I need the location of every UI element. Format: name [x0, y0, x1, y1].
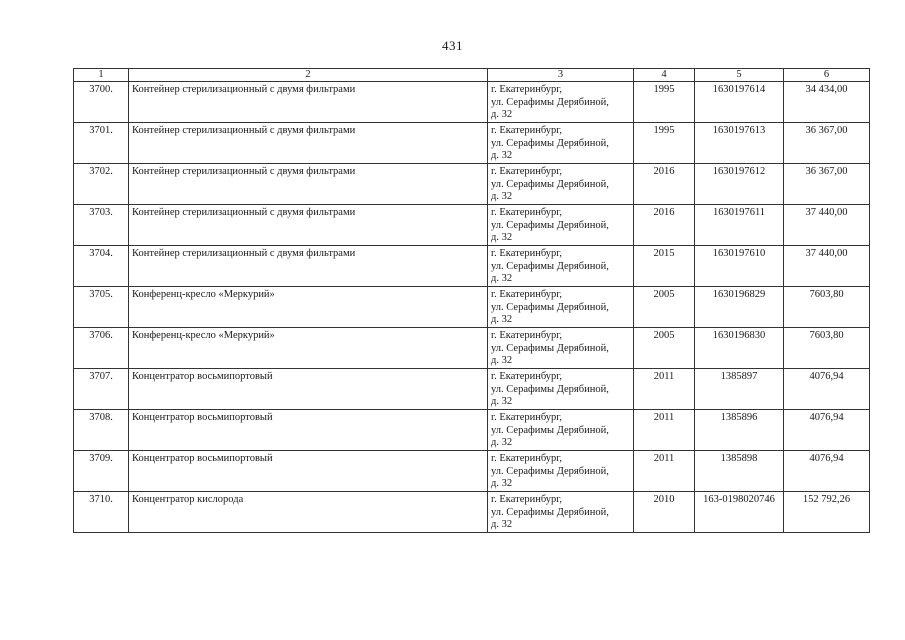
table-row: [74, 205, 870, 246]
inventory-number-cell: 1630197613: [695, 123, 784, 164]
address-cell: г. Екатеринбург, ул. Серафимы Дерябиной, д. 32: [488, 164, 634, 205]
address-cell: г. Екатеринбург, ул. Серафимы Дерябиной, д. 32: [488, 205, 634, 246]
year-cell: 2005: [634, 328, 695, 369]
row-number-cell: 3700.: [74, 82, 129, 123]
item-name-cell: Контейнер стерилизационный с двумя фильтрами: [129, 164, 488, 205]
inventory-number-cell: 1630196829: [695, 287, 784, 328]
table-row: [74, 492, 870, 533]
table-row: [74, 451, 870, 492]
cost-cell: 4076,94: [784, 369, 870, 410]
item-name-cell: Концентратор восьмипортовый: [129, 451, 488, 492]
cost-cell: 37 440,00: [784, 205, 870, 246]
table-row: [74, 287, 870, 328]
table-row: [74, 369, 870, 410]
year-cell: 2016: [634, 205, 695, 246]
table-header: [74, 69, 870, 82]
column-header-6: 6: [784, 69, 870, 82]
table-row: [74, 246, 870, 287]
row-number-cell: 3708.: [74, 410, 129, 451]
column-header-4: 4: [634, 69, 695, 82]
year-cell: 1995: [634, 82, 695, 123]
inventory-number-cell: 1630197612: [695, 164, 784, 205]
year-cell: 2005: [634, 287, 695, 328]
cost-cell: 152 792,26: [784, 492, 870, 533]
item-name-cell: Контейнер стерилизационный с двумя фильтрами: [129, 246, 488, 287]
address-cell: г. Екатеринбург, ул. Серафимы Дерябиной, д. 32: [488, 328, 634, 369]
address-cell: г. Екатеринбург, ул. Серафимы Дерябиной, д. 32: [488, 123, 634, 164]
table-row: [74, 164, 870, 205]
inventory-number-cell: 1385898: [695, 451, 784, 492]
column-header-5: 5: [695, 69, 784, 82]
cost-cell: 37 440,00: [784, 246, 870, 287]
address-cell: г. Екатеринбург, ул. Серафимы Дерябиной, д. 32: [488, 410, 634, 451]
year-cell: 2016: [634, 164, 695, 205]
item-name-cell: Контейнер стерилизационный с двумя фильтрами: [129, 205, 488, 246]
item-name-cell: Конференц-кресло «Меркурий»: [129, 328, 488, 369]
column-header-1: 1: [74, 69, 129, 82]
cost-cell: 4076,94: [784, 451, 870, 492]
cost-cell: 34 434,00: [784, 82, 870, 123]
inventory-number-cell: 1630197614: [695, 82, 784, 123]
table-body: [74, 82, 870, 533]
property-registry-table: [73, 68, 870, 533]
year-cell: 2010: [634, 492, 695, 533]
address-cell: г. Екатеринбург, ул. Серафимы Дерябиной, д. 32: [488, 492, 634, 533]
row-number-cell: 3704.: [74, 246, 129, 287]
inventory-number-cell: 163-0198020746: [695, 492, 784, 533]
column-header-2: 2: [129, 69, 488, 82]
item-name-cell: Концентратор восьмипортовый: [129, 410, 488, 451]
cost-cell: 7603,80: [784, 328, 870, 369]
inventory-number-cell: 1630197611: [695, 205, 784, 246]
table-row: [74, 82, 870, 123]
item-name-cell: Концентратор кислорода: [129, 492, 488, 533]
inventory-number-cell: 1385897: [695, 369, 784, 410]
row-number-cell: 3703.: [74, 205, 129, 246]
table-row: [74, 410, 870, 451]
cost-cell: 7603,80: [784, 287, 870, 328]
year-cell: 2011: [634, 451, 695, 492]
address-cell: г. Екатеринбург, ул. Серафимы Дерябиной, д. 32: [488, 246, 634, 287]
cost-cell: 36 367,00: [784, 123, 870, 164]
item-name-cell: Конференц-кресло «Меркурий»: [129, 287, 488, 328]
item-name-cell: Концентратор восьмипортовый: [129, 369, 488, 410]
item-name-cell: Контейнер стерилизационный с двумя фильтрами: [129, 82, 488, 123]
year-cell: 2011: [634, 410, 695, 451]
year-cell: 1995: [634, 123, 695, 164]
column-number-row: [74, 69, 870, 82]
row-number-cell: 3702.: [74, 164, 129, 205]
row-number-cell: 3706.: [74, 328, 129, 369]
table-row: [74, 123, 870, 164]
row-number-cell: 3709.: [74, 451, 129, 492]
year-cell: 2015: [634, 246, 695, 287]
address-cell: г. Екатеринбург, ул. Серафимы Дерябиной, д. 32: [488, 451, 634, 492]
column-header-3: 3: [488, 69, 634, 82]
address-cell: г. Екатеринбург, ул. Серафимы Дерябиной, д. 32: [488, 369, 634, 410]
cost-cell: 4076,94: [784, 410, 870, 451]
row-number-cell: 3707.: [74, 369, 129, 410]
item-name-cell: Контейнер стерилизационный с двумя фильтрами: [129, 123, 488, 164]
inventory-number-cell: 1630197610: [695, 246, 784, 287]
row-number-cell: 3705.: [74, 287, 129, 328]
page-number: 431: [442, 38, 463, 53]
table-row: [74, 328, 870, 369]
row-number-cell: 3701.: [74, 123, 129, 164]
inventory-number-cell: 1630196830: [695, 328, 784, 369]
row-number-cell: 3710.: [74, 492, 129, 533]
inventory-number-cell: 1385896: [695, 410, 784, 451]
cost-cell: 36 367,00: [784, 164, 870, 205]
address-cell: г. Екатеринбург, ул. Серафимы Дерябиной, д. 32: [488, 82, 634, 123]
address-cell: г. Екатеринбург, ул. Серафимы Дерябиной, д. 32: [488, 287, 634, 328]
year-cell: 2011: [634, 369, 695, 410]
